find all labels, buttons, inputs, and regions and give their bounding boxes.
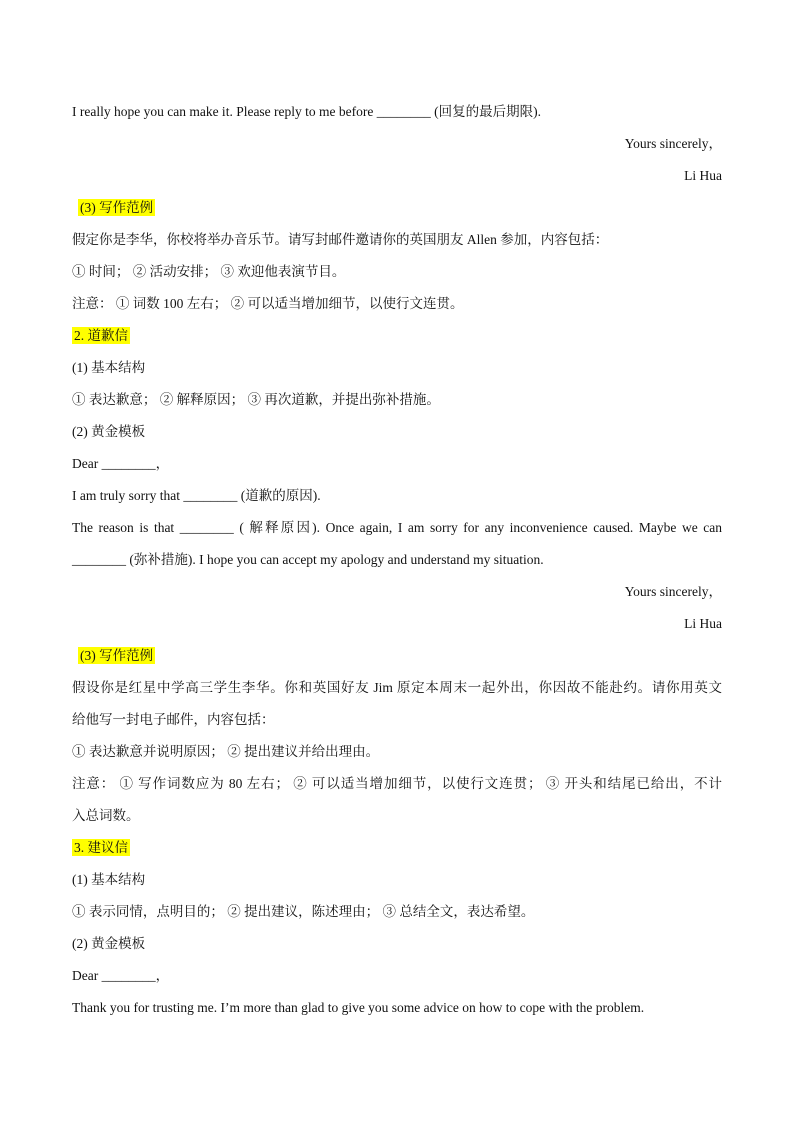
- structure-points: ① 表达歉意； ② 解释原因； ③ 再次道歉，并提出弥补措施。: [72, 392, 440, 407]
- subheading-basic-structure: (1) 基本结构: [72, 360, 146, 375]
- section-heading-apology-letter: [72, 320, 722, 352]
- subheading-template: (2) 黄金模板: [72, 424, 146, 439]
- template-greeting: Dear ________，: [72, 456, 170, 471]
- letter-closing-sentence: I really hope you can make it. Please reply to me before ________ (回复的最后期限).: [72, 104, 541, 119]
- subheading-basic-structure: (1) 基本结构: [72, 872, 146, 887]
- section-heading-sample-1: [72, 192, 722, 224]
- highlighted-heading: 3. 建议信: [74, 840, 128, 855]
- section-heading-advice-letter: [72, 832, 722, 864]
- prompt-notes: 注意： ① 词数 100 左右； ② 可以适当增加细节，以使行文连贯。: [72, 296, 464, 311]
- prompt-text: 假定你是李华，你校将举办音乐节。请写封邮件邀请你的英国朋友 Allen 参加，内容包括：: [72, 232, 609, 247]
- template-sentence: I am truly sorry that ________ (道歉的原因).: [72, 488, 321, 503]
- template-greeting: Dear ________，: [72, 968, 170, 983]
- subheading-template: (2) 黄金模板: [72, 936, 146, 951]
- section-heading-sample-2: [72, 640, 722, 672]
- document-page: [72, 96, 722, 1024]
- prompt-notes: 注意： ① 写作词数应为 80 左右； ② 可以适当增加细节，以使行文连贯； ③ 开头和结尾已给出，不计: [72, 776, 722, 791]
- prompt-text: 假设你是红星中学高三学生李华。你和英国好友 Jim 原定本周末一起外出，你因故不能赴约。请你用英文: [72, 680, 722, 695]
- signoff: Yours sincerely，: [624, 136, 722, 151]
- structure-points: ① 表示同情，点明目的； ② 提出建议，陈述理由； ③ 总结全文，表达希望。: [72, 904, 535, 919]
- prompt-text: 给他写一封电子邮件，内容包括：: [72, 712, 275, 727]
- signature: Li Hua: [684, 616, 722, 631]
- prompt-points: ① 时间； ② 活动安排； ③ 欢迎他表演节目。: [72, 264, 346, 279]
- prompt-notes: 入总词数。: [72, 808, 140, 823]
- signature: Li Hua: [684, 168, 722, 183]
- signoff: Yours sincerely，: [624, 584, 722, 599]
- highlighted-heading: 2. 道歉信: [74, 328, 128, 343]
- prompt-points: ① 表达歉意并说明原因； ② 提出建议并给出理由。: [72, 744, 380, 759]
- highlighted-heading: (3) 写作范例: [80, 648, 154, 663]
- template-sentence: The reason is that ________ ( 解释原因). Once again, I am sorry for any inconvenience caused. Maybe we can: [72, 520, 722, 535]
- highlighted-heading: (3) 写作范例: [80, 200, 154, 215]
- template-sentence: Thank you for trusting me. I’m more than glad to give you some advice on how to cope with the problem.: [72, 1000, 645, 1015]
- template-sentence: ________ (弥补措施). I hope you can accept my apology and understand my situation.: [72, 552, 544, 567]
